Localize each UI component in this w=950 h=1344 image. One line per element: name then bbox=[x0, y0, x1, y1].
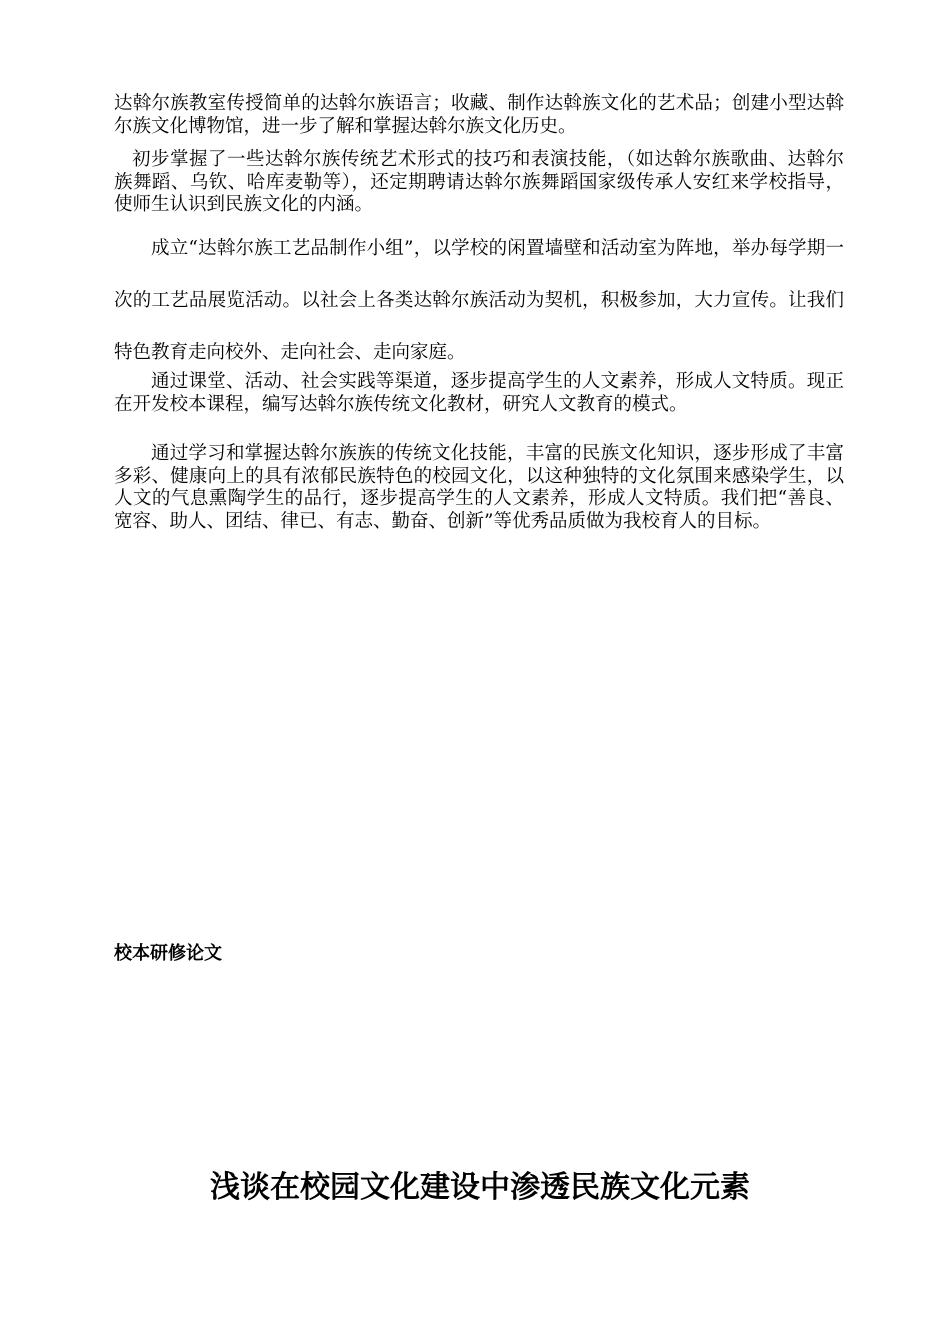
paragraph-humanities-course: 通过课堂、活动、社会实践等渠道，逐步提高学生的人文素养，形成人文特质。现正在开发校本课程，编写达斡尔族传统文化教材，研究人文教育的模式。 bbox=[114, 371, 844, 415]
section-label: 校本研修论文 bbox=[114, 943, 222, 964]
page-title: 浅谈在校园文化建设中渗透民族文化元素 bbox=[210, 1170, 750, 1205]
paragraph-craft-group: 成立“达斡尔族工艺品制作小组”，以学校的闲置墙壁和活动室为阵地，举办每学期一次的工艺品展览活动。以社会上各类达斡尔族活动为契机，积极参加，大力宣传。让我们特色教育走向校外、走向社会、走向家庭。 bbox=[114, 238, 844, 363]
paragraph-collection-museum: 达斡尔族教室传授简单的达斡尔族语言；收藏、制作达斡族文化的艺术品；创建小型达斡尔族文化博物馆，进一步了解和掌握达斡尔族文化历史。 bbox=[114, 93, 844, 137]
paragraph-campus-culture: 通过学习和掌握达斡尔族族的传统文化技能，丰富的民族文化知识，逐步形成了丰富多彩、健康向上的具有浓郁民族特色的校园文化，以这种独特的文化氛围来感染学生，以人文的气息熏陶学生的品行，逐步提高学生的人文素养，形成人文特质。我们把“善良、宽容、助人、团结、律已、有志、勤奋、创新”等优秀品质做为我校育人的目标。 bbox=[114, 443, 844, 532]
paragraph-art-skills: 初步掌握了一些达斡尔族传统艺术形式的技巧和表演技能，（如达斡尔族歌曲、达斡尔族舞蹈、乌钦、哈库麦勒等），还定期聘请达斡尔族舞蹈国家级传承人安红来学校指导，使师生认识到民族文化的内涵。 bbox=[114, 149, 844, 215]
